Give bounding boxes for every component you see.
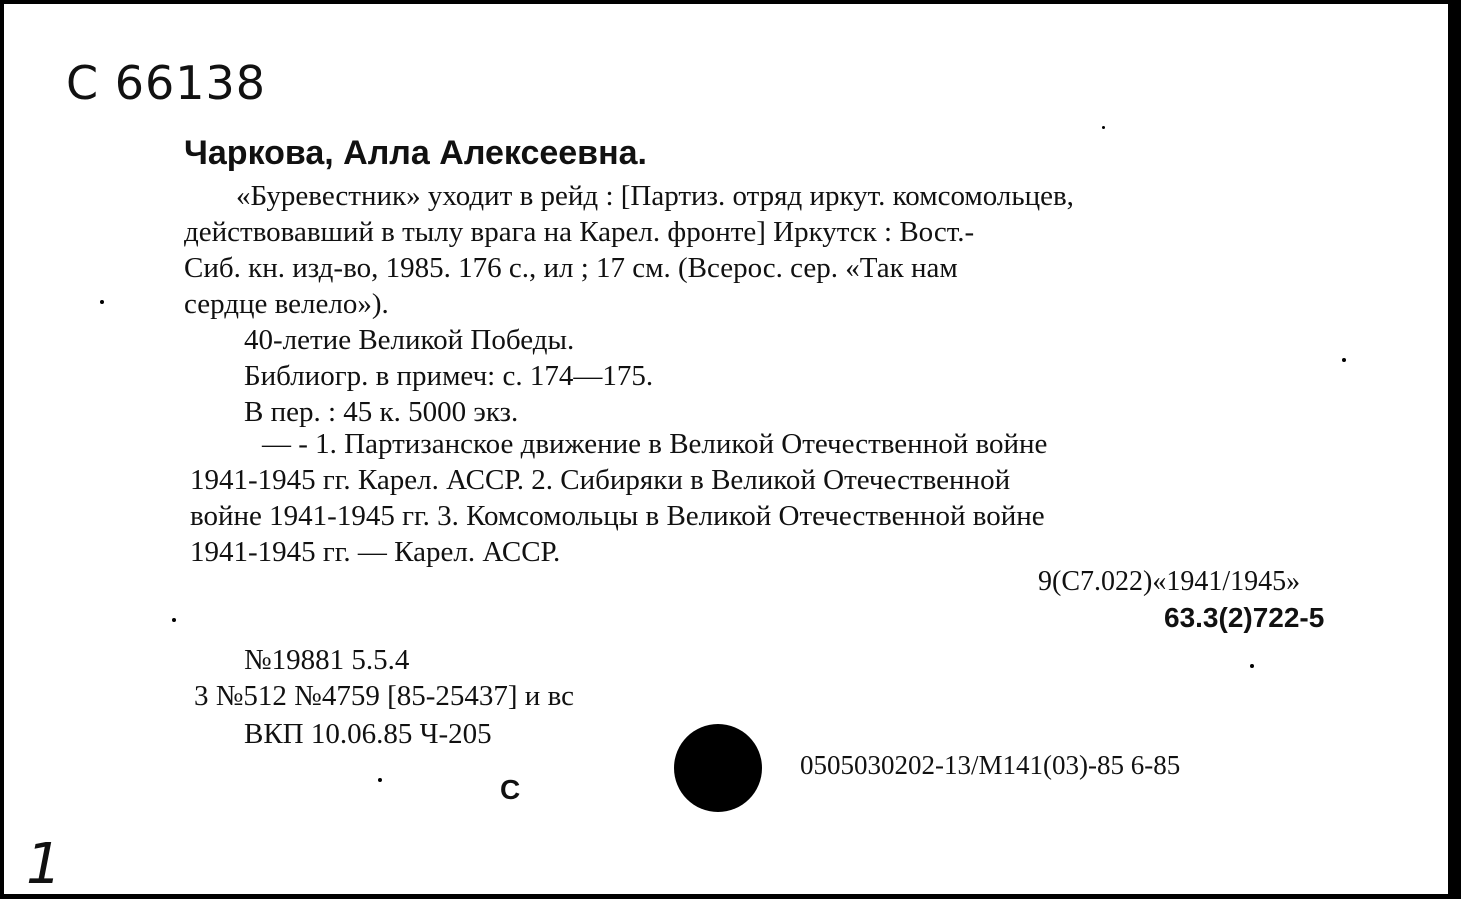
- publication-code: 0505030202-13/М141(03)-85 6-85: [800, 750, 1181, 780]
- letter-c: С: [500, 774, 521, 805]
- description-line-2: действовавший в тылу врага на Карел. фронте] Иркутск : Вост.-: [184, 216, 975, 248]
- dust-speck: [172, 618, 176, 622]
- stat-line-1: №19881 5.5.4: [244, 644, 410, 676]
- dust-speck: [1102, 126, 1105, 129]
- shelf-mark: С 66138: [66, 56, 267, 110]
- classification-index-1: 9(С7.022)«1941/1945»: [1038, 566, 1301, 597]
- description-line-1: «Буревестник» уходит в рейд : [Партиз. отряд иркут. комсомольцев,: [236, 180, 1074, 212]
- dust-speck: [378, 778, 382, 782]
- description-line-3: Сиб. кн. изд-во, 1985. 176 с., ил ; 17 см. (Всерос. сер. «Так нам: [184, 252, 958, 284]
- punch-hole: [674, 724, 762, 812]
- classification-index-2: 63.3(2)722-5: [1164, 602, 1325, 633]
- note-line-3: В пер. : 45 к. 5000 экз.: [244, 396, 519, 428]
- dust-speck: [1250, 664, 1254, 668]
- description-line-4: сердце велело»).: [184, 288, 389, 320]
- note-line-2: Библиогр. в примеч: с. 174—175.: [244, 360, 654, 392]
- subject-line-2: 1941-1945 гг. Карел. АССР. 2. Сибиряки в Великой Отечественной: [190, 464, 1011, 496]
- stat-line-3: ВКП 10.06.85 Ч-205: [244, 718, 492, 750]
- handwritten-number: 1: [26, 832, 62, 894]
- subject-line-4: 1941-1945 гг. — Карел. АССР.: [190, 536, 561, 568]
- stat-line-2: 3 №512 №4759 [85-25437] и вс: [194, 680, 574, 712]
- author-heading: Чаркова, Алла Алексеевна.: [184, 134, 647, 172]
- dust-speck: [1342, 358, 1346, 362]
- subject-line-3: войне 1941-1945 гг. 3. Комсомольцы в Великой Отечественной войне: [190, 500, 1045, 532]
- note-line-1: 40-летие Великой Победы.: [244, 324, 575, 356]
- subject-line-1: — - 1. Партизанское движение в Великой Отечественной войне: [262, 428, 1048, 460]
- dust-speck: [100, 300, 104, 304]
- catalog-card: [4, 4, 1448, 894]
